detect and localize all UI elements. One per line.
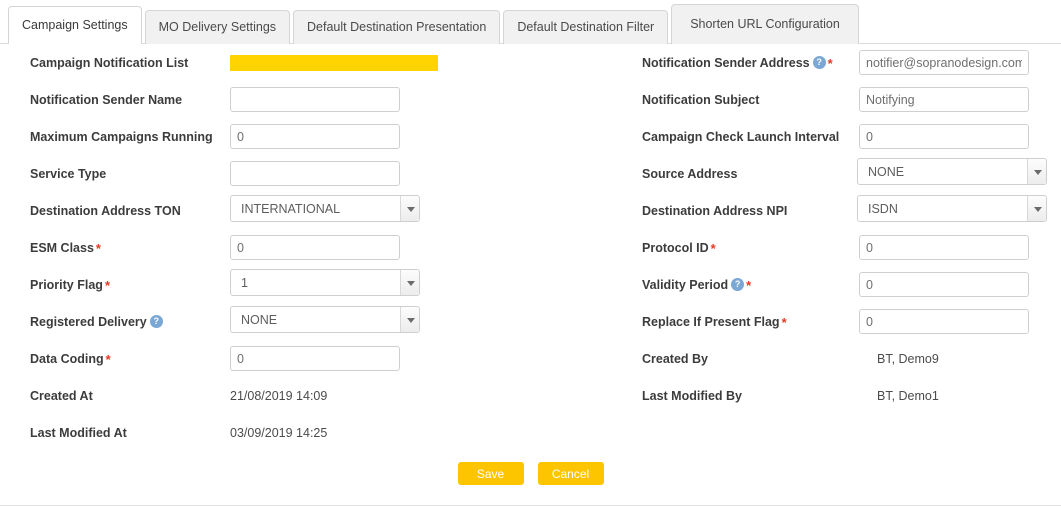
chevron-down-icon[interactable]: [1027, 196, 1046, 221]
field-row-campaign-check-launch-interval: [642, 118, 1047, 155]
field-row-validity-period: [642, 266, 1047, 303]
destination-address-ton-value: INTERNATIONAL: [241, 201, 341, 216]
form-actions: [0, 462, 1061, 485]
label-maximum-campaigns-running: Maximum Campaigns Running: [30, 129, 213, 144]
source-address-select[interactable]: [857, 158, 1047, 185]
field-row-priority-flag: [30, 266, 500, 303]
tab-mo-delivery-settings[interactable]: [145, 10, 290, 44]
label-destination-address-npi: Destination Address NPI: [642, 203, 788, 218]
required-asterisk-icon: *: [95, 241, 101, 256]
label-registered-delivery: [30, 315, 228, 329]
campaign-notification-list-highlight[interactable]: [230, 55, 438, 71]
notification-subject-input[interactable]: [859, 87, 1029, 112]
footer-divider: [0, 505, 1061, 506]
campaign-check-launch-interval-input[interactable]: [859, 124, 1029, 149]
label-text: Protocol ID: [642, 240, 709, 255]
field-row-destination-address-ton: [30, 192, 500, 229]
label-last-modified-by: Last Modified By: [642, 388, 743, 403]
help-icon[interactable]: ?: [813, 56, 826, 69]
last-modified-at-value: 03/09/2019 14:25: [230, 425, 328, 440]
label-text: Data Coding: [30, 351, 104, 366]
priority-flag-value: 1: [241, 275, 248, 290]
destination-address-npi-value: ISDN: [868, 201, 898, 216]
label-service-type: Service Type: [30, 166, 107, 181]
field-row-data-coding: [30, 340, 500, 377]
protocol-id-input[interactable]: [859, 235, 1029, 260]
tab-default-destination-presentation[interactable]: [293, 10, 500, 44]
last-modified-by-value: BT, Demo1: [877, 388, 939, 403]
chevron-down-icon[interactable]: [400, 307, 419, 332]
validity-period-input[interactable]: [859, 272, 1029, 297]
form-column-left: [30, 44, 500, 451]
field-row-registered-delivery: [30, 303, 500, 340]
label-replace-if-present-flag: [642, 315, 857, 329]
field-row-replace-if-present-flag: [642, 303, 1047, 340]
chevron-down-icon[interactable]: [400, 196, 419, 221]
label-protocol-id: [642, 241, 857, 255]
required-asterisk-icon: *: [746, 278, 752, 293]
label-source-address: Source Address: [642, 166, 738, 181]
chevron-down-icon[interactable]: [400, 270, 419, 295]
field-row-maximum-campaigns-running: [30, 118, 500, 155]
label-last-modified-at: Last Modified At: [30, 425, 127, 440]
replace-if-present-flag-input[interactable]: [859, 309, 1029, 334]
service-type-input[interactable]: [230, 161, 400, 186]
required-asterisk-icon: *: [104, 278, 110, 293]
source-address-value: NONE: [868, 164, 905, 179]
field-row-source-address: [642, 155, 1047, 192]
label-text: Replace If Present Flag: [642, 314, 780, 329]
label-created-at: Created At: [30, 388, 93, 403]
field-row-notification-sender-name: [30, 81, 500, 118]
field-row-notification-subject: [642, 81, 1047, 118]
tab-default-destination-filter[interactable]: [503, 10, 668, 44]
field-row-notification-sender-address: [642, 44, 1047, 81]
registered-delivery-value: NONE: [241, 312, 278, 327]
label-created-by: Created By: [642, 351, 708, 366]
form-column-right: [642, 44, 1047, 414]
help-icon[interactable]: ?: [731, 278, 744, 291]
field-row-created-by: [642, 340, 1047, 377]
label-notification-sender-name: Notification Sender Name: [30, 92, 183, 107]
destination-address-ton-select[interactable]: [230, 195, 420, 222]
label-notification-sender-address: [642, 56, 857, 70]
tab-bar: [0, 0, 1061, 44]
field-row-service-type: [30, 155, 500, 192]
notification-sender-address-input[interactable]: [859, 50, 1029, 75]
save-button[interactable]: Save: [458, 462, 524, 485]
campaign-notification-list-input[interactable]: [230, 55, 438, 71]
data-coding-input[interactable]: [230, 346, 400, 371]
notification-sender-name-input[interactable]: [230, 87, 400, 112]
label-campaign-check-launch-interval: Campaign Check Launch Interval: [642, 129, 840, 144]
required-asterisk-icon: *: [827, 56, 833, 71]
field-row-protocol-id: [642, 229, 1047, 266]
label-text: Validity Period: [642, 277, 729, 292]
label-text: Notification Sender Address: [642, 55, 810, 70]
field-row-campaign-notification-list: [30, 44, 500, 81]
field-row-esm-class: [30, 229, 500, 266]
field-row-last-modified-by: [642, 377, 1047, 414]
tab-label: Shorten URL Configuration: [690, 17, 840, 31]
label-text: Priority Flag: [30, 277, 103, 292]
required-asterisk-icon: *: [710, 241, 716, 256]
tab-label: MO Delivery Settings: [158, 20, 277, 34]
priority-flag-select[interactable]: [230, 269, 420, 296]
label-campaign-notification-list: Campaign Notification List: [30, 55, 189, 70]
tab-label: Default Destination Presentation: [307, 20, 487, 34]
maximum-campaigns-running-input[interactable]: [230, 124, 400, 149]
tab-label: Campaign Settings: [22, 18, 128, 32]
label-validity-period: [642, 278, 857, 292]
tab-campaign-settings[interactable]: [8, 6, 142, 44]
help-icon[interactable]: ?: [150, 315, 163, 328]
required-asterisk-icon: *: [105, 352, 111, 367]
label-text: ESM Class: [30, 240, 94, 255]
label-data-coding: [30, 352, 228, 366]
tab-label: Default Destination Filter: [517, 20, 655, 34]
field-row-last-modified-at: [30, 414, 500, 451]
cancel-button[interactable]: Cancel: [538, 462, 604, 485]
label-priority-flag: [30, 278, 228, 292]
chevron-down-icon[interactable]: [1027, 159, 1046, 184]
label-text: Registered Delivery: [30, 314, 147, 329]
label-esm-class: [30, 241, 228, 255]
field-row-created-at: [30, 377, 500, 414]
label-destination-address-ton: Destination Address TON: [30, 203, 181, 218]
required-asterisk-icon: *: [781, 315, 787, 330]
label-notification-subject: Notification Subject: [642, 92, 760, 107]
created-by-value: BT, Demo9: [877, 351, 939, 366]
registered-delivery-select[interactable]: [230, 306, 420, 333]
settings-form: [0, 44, 1061, 440]
created-at-value: 21/08/2019 14:09: [230, 388, 328, 403]
destination-address-npi-select[interactable]: [857, 195, 1047, 222]
esm-class-input[interactable]: [230, 235, 400, 260]
tab-shorten-url-configuration[interactable]: [671, 4, 859, 44]
field-row-destination-address-npi: [642, 192, 1047, 229]
